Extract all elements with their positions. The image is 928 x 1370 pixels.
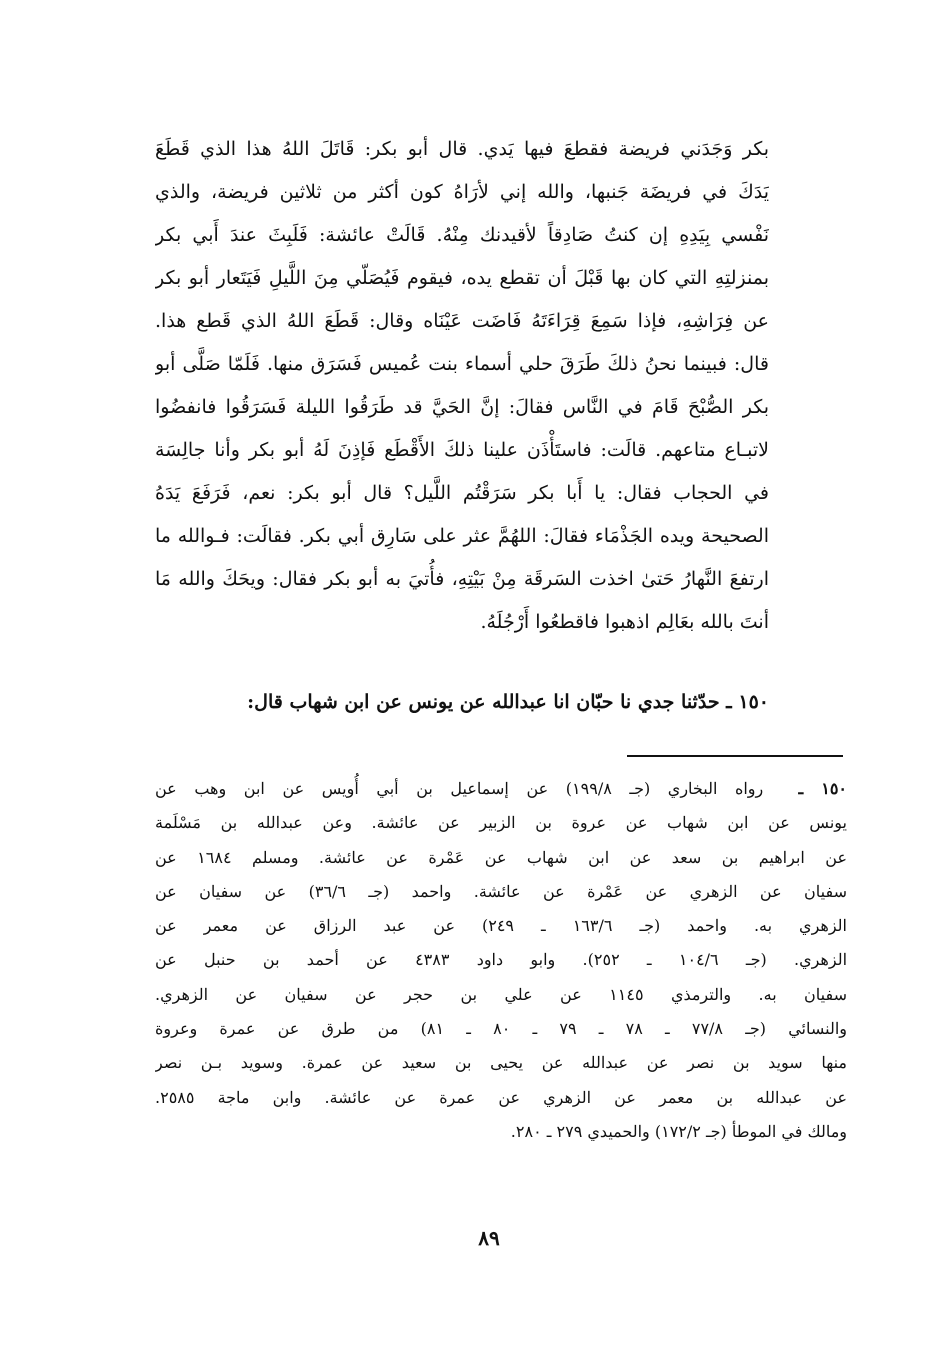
main-text-block bbox=[155, 128, 769, 644]
footnote-line: الزهري به. واحمد (جـ ١٦٣/٦ ـ ٢٤٩) عن عبد الرزاق عن معمر عن bbox=[155, 916, 847, 936]
footnotes-block bbox=[155, 772, 847, 1149]
footnote-line: الزهري. (جـ ١٠٤/٦ ـ ٢٥٢). وابو داود ٤٣٨٣ عن أحمد بن حنبل عن bbox=[155, 950, 847, 970]
footnote-line: عن عبدالله بن معمر عن الزهري عن عمرة عن عائشة. وابن ماجة ٢٥٨٥. bbox=[155, 1087, 847, 1107]
main-text-line: بكر الصُّبْحَ قَامَ في النَّاس فقالَ: إنَّ الحَيَّ قد طَرَقُوا الليلة فَسَرَقُوا فانفضُوا bbox=[155, 396, 769, 418]
main-text-line: بمنزلتِهِ التي كان بها قَبْلَ أن تقطع يده، فيقوم فَيُصَلّي مِنَ اللَّيلِ فَيَتَعار أبو بكر bbox=[155, 267, 769, 289]
main-text-line: الصحيحة ويده الجَذْمَاء فقالَ: اللهُمَّ عثر على سَارِق أبي بكر. فقالَت: فـوالله ما bbox=[155, 525, 769, 547]
footnote-line: ومالك في الموطأ (جـ ١٧٢/٢) والحميدي ٢٧٩ ـ ٢٨٠. bbox=[510, 1121, 847, 1141]
main-text-line: يَدَكَ في فريضَة جَنبها، والله إني لأرَاهُ كون أكثر من ثلاثين فريضة، والذي bbox=[155, 181, 769, 203]
footnote-line: عن ابراهيم بن سعد عن ابن شهاب عن عَمْرة عن عائشة. ومسلم ١٦٨٤ عن bbox=[155, 847, 847, 867]
footnote-text: رواه البخاري (جـ ١٩٩/٨) عن إسماعيل بن أبي أُويس عن ابن وهب عن bbox=[155, 779, 764, 798]
footnote-line: يونس عن ابن شهاب عن عروة بن الزبير عن عائشة. وعن عبدالله بن مَسْلَمة bbox=[155, 813, 847, 833]
main-text-line: لاتبـاع متاعهم. قالَت: فاستَأْذَن علينا ذلكَ الأَقْطَع فَإذِنَ لَهُ أبو بكر وأنا جالِسَة bbox=[155, 439, 769, 461]
footnote-line: والنسائي (جـ ٧٧/٨ ـ ٧٨ ـ ٧٩ ـ ٨٠ ـ ٨١) من طرق عن عمرة وعروة bbox=[155, 1019, 847, 1039]
footnote-line: سفيان عن الزهري عن عَمْرة عن عائشة. واحمد (جـ ٣٦/٦) عن سفيان عن bbox=[155, 881, 847, 901]
footnote-line: سفيان به. والترمذي ١١٤٥ عن علي بن حجر عن سفيان عن الزهري. bbox=[155, 984, 847, 1004]
main-text-line: في الحجاب فقال: يا أَبا بكر سَرَقْتُم اللَّيل؟ قال أبو بكر: نعم، فَرَفَعَ يَدَهُ bbox=[155, 482, 769, 504]
main-text-line: أنتَ بالله بعَالِم اذهبوا فاقطعُوا أَرْجُلَهُ. bbox=[480, 611, 769, 633]
footnote-line bbox=[155, 772, 847, 806]
main-text-line: قال: فبينما نحنُ ذلكَ طَرَقَ حلي أسماء بنت عُميس فَسَرَق منها. فَلَمّا صَلَّى أبو bbox=[155, 353, 769, 375]
page-number: ٨٩ bbox=[478, 1226, 500, 1250]
main-text-line: عن فِرَاشِهِ، فإذا سَمِعَ قِرَاءَتَهُ فَاضَت عَيْنَاه وقال: قَطَعَ اللهُ الذي قَطع هذا. bbox=[155, 310, 769, 332]
footnote-line: منها سويد بن نصر عن عبدالله عن يحيى بن سعيد عن عمرة. وسويد بـن نصر bbox=[155, 1053, 847, 1073]
main-text-line: نَفْسي بِيَدِهِ إن كنتُ صَادِقاً لأقيدنك مِنْهُ. قَالَتْ عائشة: فَلَبِثَ عندَ أَبي بكر bbox=[155, 224, 769, 246]
footnote-number: ١٥٠ ـ bbox=[798, 779, 847, 798]
hadith-heading: ١٥٠ ـ حدّثنا جدي نا حبّان انا عبدالله عن يونس عن ابن شهاب قال: bbox=[247, 691, 769, 713]
footnote-divider bbox=[627, 755, 843, 757]
main-text-line: بكر وَجَدَني فريضة فقطعَ فيها يَدي. قال أبو بكر: قَاتَلَ اللهُ هذا الذي قَطَعَ bbox=[155, 138, 769, 160]
main-text-line: ارتفعَ النَّهارُ حَتىٰ اخذت السَرقَة مِنْ بَيْتِهِ، فأُتيَ به أبو بكر فقال: ويحَكَ والله مَا bbox=[155, 568, 769, 590]
